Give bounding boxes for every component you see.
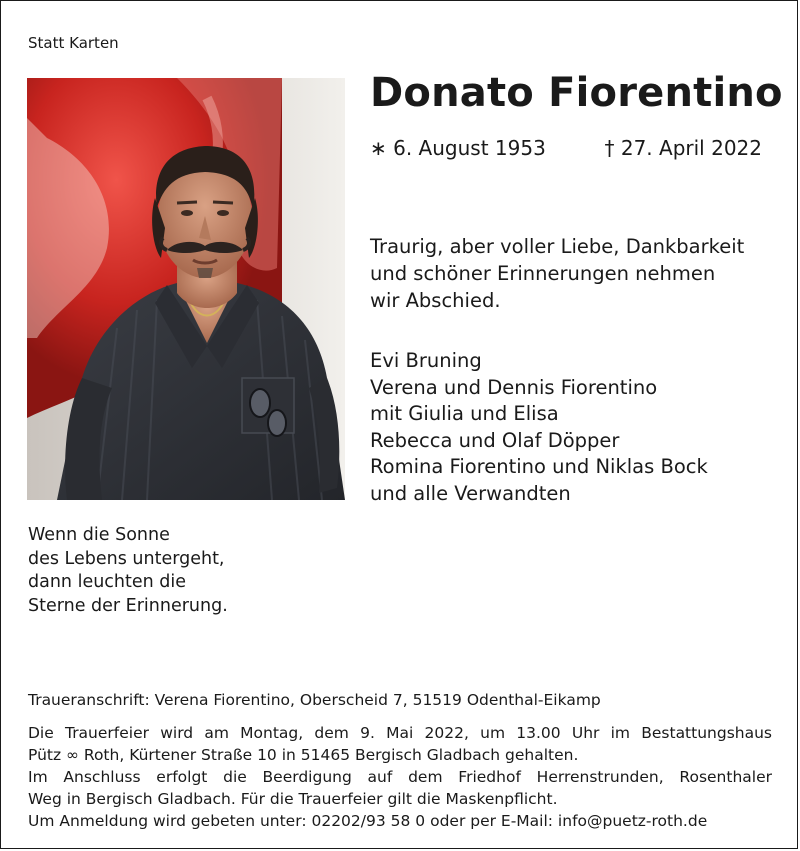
farewell-line: Traurig, aber voller Liebe, Dankbarkeit — [370, 235, 745, 258]
farewell-text — [370, 233, 770, 314]
farewell-line: und schöner Erinnerungen nehmen — [370, 262, 716, 285]
notice-line: Im Anschluss erfolgt die Beerdigung auf dem Friedhof Herrenstrunden, Rosenthaler — [28, 768, 772, 786]
birth-date: ∗ 6. August 1953 — [370, 136, 546, 160]
poem-line: des Lebens untergeht, — [28, 548, 225, 569]
mourner-line: mit Giulia und Elisa — [370, 402, 559, 425]
notice-line: Weg in Bergisch Gladbach. Für die Trauerfeier gilt die Maskenpflicht. — [28, 790, 558, 808]
mourner-line: Evi Bruning — [370, 349, 482, 372]
mourner-line: Romina Fiorentino und Niklas Bock — [370, 455, 708, 478]
notice-line: Die Trauerfeier wird am Montag, dem 9. Mai 2022, um 13.00 Uhr im Bestattungshaus — [28, 724, 772, 742]
death-date: † 27. April 2022 — [604, 136, 762, 160]
mourner-line: Verena und Dennis Fiorentino — [370, 375, 658, 399]
portrait-photo — [27, 78, 345, 500]
mourning-address: Traueranschrift: Verena Fiorentino, Oberscheid 7, 51519 Odenthal-Eikamp — [28, 691, 601, 709]
mourners-list — [370, 348, 790, 507]
poem-line: Wenn die Sonne — [28, 525, 170, 545]
memorial-poem — [28, 524, 228, 618]
notice-line: Pütz ∞ Roth, Kürtener Straße 10 in 51465 Bergisch Gladbach gehalten. — [28, 746, 579, 764]
farewell-line: wir Abschied. — [370, 289, 501, 312]
pre-title: Statt Karten — [28, 34, 119, 52]
poem-line: dann leuchten die — [28, 572, 187, 592]
mourner-line: Rebecca und Olaf Döpper — [370, 428, 620, 452]
mourner-line: und alle Verwandten — [370, 481, 571, 505]
funeral-notice — [28, 722, 772, 832]
deceased-name: Donato Fiorentino — [370, 70, 783, 116]
poem-line: Sterne der Erinnerung. — [28, 595, 228, 616]
life-dates — [370, 136, 762, 160]
notice-line: Um Anmeldung wird gebeten unter: 02202/93 58 0 oder per E-Mail: info@puetz-roth.de — [28, 812, 708, 830]
